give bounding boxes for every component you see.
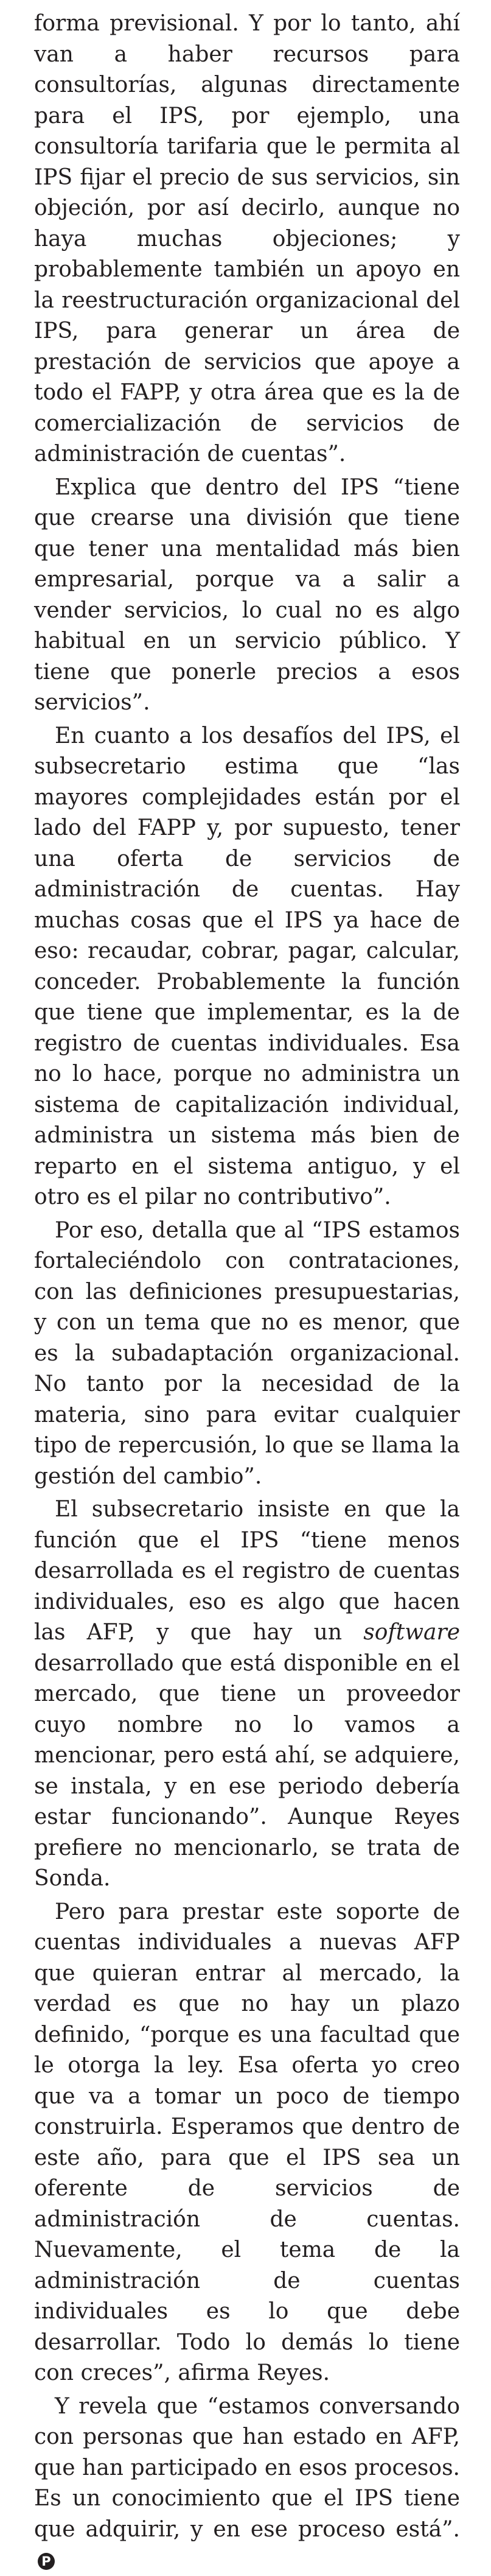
paragraph-text: Y revela que “estamos conversando con personas que han estado en AFP, que han participado en esos procesos. Es un conocimiento que el IPS tiene que adquirir, y en ese proceso está”. (34, 2393, 460, 2542)
paragraph-text: El subsecretario insiste en que la función que el IPS “tiene menos desarrollada es el registro de cuentas individuales, eso es algo que hacen las AFP, y que hay un (34, 1497, 460, 1645)
italic-term: software (363, 1620, 460, 1645)
paragraph-text: forma previsional. Y por lo tanto, ahí van a haber recursos para consultorías, algunas directamente para el IPS, por ejemplo, una consultoría tarifaria que le permita al IPS fijar el precio de sus servicios, sin objeción, por así decirlo, aunque no haya muchas objeciones; y probablemente también un apoyo en la reestructuración organizacional del IPS, para generar un área de prestación de servicios que apoye a todo el FAPP, y otra área que es la de comercialización de servicios de administración de cuentas”. (34, 11, 460, 466)
article-body (34, 9, 460, 2576)
paragraph-text: Por eso, detalla que al “IPS estamos fortaleciéndolo con contrataciones, con las definiciones presupuestarias, y con un tema que no es menor, que es la subadaptación organizacional. No tanto por la necesidad de la materia, sino para evitar cualquier tipo de repercusión, lo que se llama la gestión del cambio”. (34, 1217, 460, 1489)
paragraph-text: En cuanto a los desafíos del IPS, el subsecretario estima que “las mayores complejidades están por el lado del FAPP y, por supuesto, tener una oferta de servicios de administración de cuentas. Hay muchas cosas que el IPS ya hace de eso: recaudar, cobrar, pagar, calcular, conceder. Probablemente la función que tiene que implementar, es la de registro de cuentas individuales. Esa no lo hace, porque no administra un sistema de capitalización individual, administra un sistema más bien de reparto en el sistema antiguo, y el otro es el pilar no contributivo”. (34, 723, 460, 1209)
paragraph-3 (34, 721, 460, 1213)
paragraph-2 (34, 473, 460, 719)
paragraph-1 (34, 9, 460, 470)
paragraph-6 (34, 1897, 460, 2389)
paragraph-5 (34, 1494, 460, 1895)
paragraph-text: desarrollado que está disponible en el mercado, que tiene un proveedor cuyo nombre no lo vamos a mencionar, pero está ahí, se adquiere, se instala, y en ese periodo debería estar funcionando”. Aunque Reyes prefiere no mencionarlo, se trata de Sonda. (34, 1650, 460, 1891)
paragraph-text: Explica que dentro del IPS “tiene que crearse una división que tiene que tener una mentalidad más bien empresarial, porque va a salir a vender servicios, lo cual no es algo habitual en un servicio público. Y tiene que ponerle precios a esos servicios”. (34, 474, 460, 715)
paragraph-4 (34, 1216, 460, 1493)
end-mark-icon: P (38, 2553, 55, 2570)
paragraph-7 (34, 2391, 460, 2576)
paragraph-text: Pero para prestar este soporte de cuentas individuales a nuevas AFP que quieran entrar al mercado, la verdad es que no hay un plazo definido, “porque es una facultad que le otorga la ley. Esa oferta yo creo que va a tomar un poco de tiempo construirla. Esperamos que dentro de este año, para que el IPS sea un oferente de servicios de administración de cuentas. Nuevamente, el tema de la administración de cuentas individuales es lo que debe desarrollar. Todo lo demás lo tiene con creces”, afirma Reyes. (34, 1899, 460, 2385)
